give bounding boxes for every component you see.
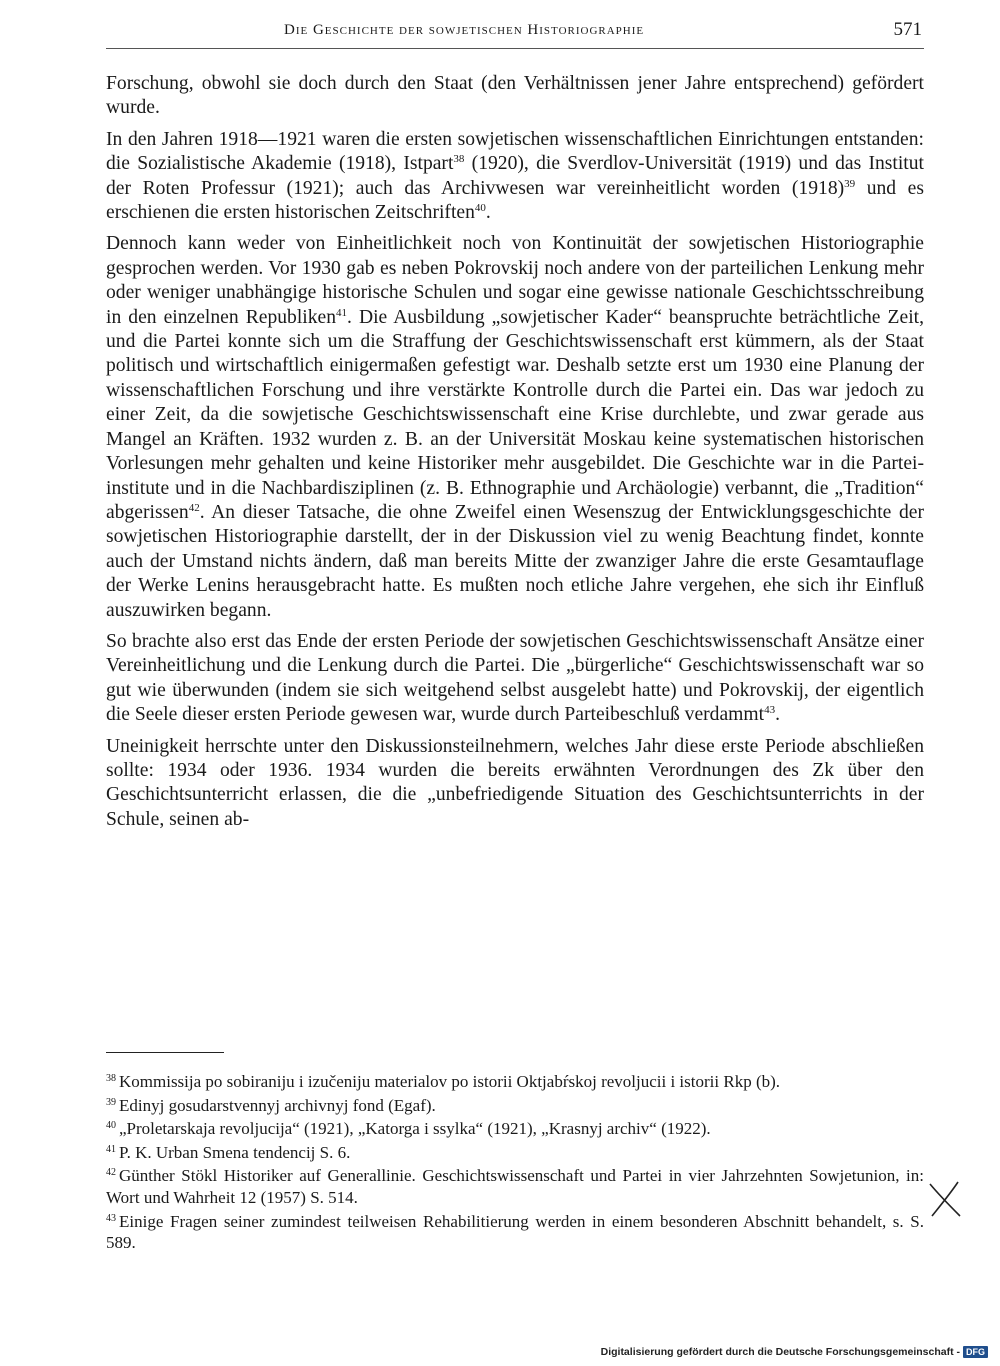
footnote	[106, 1071, 924, 1093]
paragraph	[106, 630, 924, 728]
credit-text: Digitalisierung gefördert durch die Deutsche Forschungsgemeinschaft -	[600, 1346, 960, 1358]
main-text	[106, 72, 924, 839]
footnote-number: 39	[106, 1096, 116, 1108]
footnote-text: Kommissija po sobiraniju i izučeniju materialov po istorii Oktjabŕskoj revoljucii i istorii Rkp (b).	[119, 1072, 781, 1091]
page-number: 571	[893, 19, 922, 40]
footnote-ref: 38	[453, 153, 465, 166]
paragraph	[106, 128, 924, 226]
digitization-credit	[601, 1346, 988, 1358]
handwritten-x-mark-icon	[926, 1180, 966, 1220]
footnote	[106, 1142, 924, 1164]
footnote-text: Edinyj gosudarstvennyj archivnyj fond (Egaf).	[119, 1095, 436, 1115]
footnote	[106, 1211, 924, 1254]
footnote-number: 40	[106, 1120, 116, 1132]
footnote-ref: 39	[844, 177, 856, 190]
page-header	[106, 18, 924, 49]
paragraph-text: Uneinigkeit herrschte unter den Diskussionsteilnehmern, welches Jahr diese erste Periode abschließen sollte: 1934 oder 1936. 1934 wurden die bereits erwähnten Verordnungen des Zk über den Geschichtsunterricht erlassen, die die „unbefriedigende Situation des Geschichtsunterrichts in der Schule, seinen ab-	[106, 735, 924, 830]
paragraph-text: . An dieser Tatsache, die ohne Zweifel einen Wesenszug der Entwicklungsgeschichte der sowjetischen Historiographie darstellt, der in der Diskussion viel zu wenig Beachtung findet, konnte auch der Umstand nichts ändern, daß man bereits Mitte der zwanziger Jahre die erste Gesamtauflage der Werke Lenins herausgebracht hatte. Es mußten noch etliche Jahre vergehen, ehe sich ihr Einfluß auszuwirken begann.	[106, 501, 924, 621]
footnote-number: 42	[106, 1167, 116, 1179]
footnote-divider	[106, 1052, 224, 1053]
footnote-text: „Proletarskaja revoljucija“ (1921), „Katorga i ssylka“ (1921), „Krasnyj archiv“ (1922).	[119, 1119, 711, 1139]
paragraph-text: . Die Ausbildung „sowjetischer Kader“ beanspruchte beträchtliche Zeit, und die Partei konnte sich um die Straffung der Geschichtswissenschaft erst kümmern, als der Staat politisch und wirtschaftlich einigermaßen gefestigt war. Deshalb setzte erst um 1930 eine Planung der wissenschaftlichen Forschung und ihre verstärkte Kontrolle durch die Partei ein. Das war jedoch zu einer Zeit, da die sowjetische Geschichtswissenschaft eine Krise durchlebte, und zwar gerade aus Mangel an Kräften. 1932 wurden z. B. an der Universität Moskau keine systematischen historischen Vorlesungen mehr gehalten und keine Historiker mehr ausgebildet. Die Geschichte war in die Parteiinstitute und in die Nachbardisziplinen (z. B. Ethnographie und Archäologie) verbannt, die „Tradition“ abgerissen	[106, 306, 924, 523]
footnote-number: 38	[106, 1073, 116, 1084]
footnote-ref: 43	[764, 704, 776, 717]
paragraph-text: Forschung, obwohl sie doch durch den Staat (den Verhältnissen jener Jahre entsprechend) gefördert wurde.	[106, 73, 924, 119]
footnote-number: 41	[106, 1143, 116, 1155]
paragraph-text: .	[775, 704, 780, 726]
paragraph-text: und es erschienen die ersten historischen Zeitschriften	[106, 177, 924, 224]
dfg-logo: DFG	[963, 1346, 988, 1358]
footnote	[106, 1118, 924, 1140]
paragraph-text: Dennoch kann weder von Einheitlichkeit noch von Kontinuität der sowjetischen Historiographie gesprochen werden. Vor 1930 gab es neben Pokrovskij noch andere von der parteilichen Lenkung mehr oder weniger unabhängige historische Schulen und sogar eine gewisse nationale Geschichtsschreibung in den einzelnen Republiken	[106, 233, 924, 328]
paragraph	[106, 735, 924, 833]
running-head: Die Geschichte der sowjetischen Historiographie	[284, 22, 645, 38]
footnote	[106, 1165, 924, 1208]
footnote-text: P. K. Urban Smena tendencij S. 6.	[119, 1142, 351, 1162]
paragraph-text: In den Jahren 1918—1921 waren die ersten sowjetischen wissenschaftlichen Einrichtungen entstanden: die Sozialistische Akademie (1918), Istpart	[106, 128, 924, 175]
paragraph-text: So brachte also erst das Ende der ersten Periode der sowjetischen Geschichtswissenschaft Ansätze einer Vereinheitlichung und die Lenkung durch die Partei. Die „bürgerliche“ Geschichtswissenschaft war so gut wie überwunden (indem sie sich weitgehend selbst ausgelebt hatte) und Pokrovskij, der eigentlich die Seele dieser ersten Periode gewesen war, wurde durch Parteibeschluß verdammt	[106, 630, 924, 726]
paragraph	[106, 232, 924, 623]
paragraph	[106, 72, 924, 121]
footnote-ref: 41	[336, 306, 348, 319]
footnote	[106, 1095, 924, 1117]
footnote-ref: 40	[474, 202, 486, 215]
footnote-text: Günther Stökl Historiker auf Generallinie. Geschichtswissenschaft und Partei in vier Jahrzehnten Sowjetunion, in: Wort und Wahrheit 12 (1957) S. 514.	[106, 1166, 924, 1207]
footnotes	[106, 1071, 924, 1256]
footnote-text: Einige Fragen seiner zumindest teilweisen Rehabilitierung werden in einem besonderen Abschnitt behandelt, s. S. 589.	[106, 1211, 924, 1253]
footnote-number: 43	[106, 1212, 116, 1224]
paragraph-text: .	[485, 202, 491, 224]
paragraph-text: (1920), die Sverdlov-Universität (1919) und das Institut der Roten Professur (1921); auch das Archivwesen war vereinheitlicht worden (1918)	[106, 153, 924, 199]
footnote-ref: 42	[188, 501, 200, 514]
